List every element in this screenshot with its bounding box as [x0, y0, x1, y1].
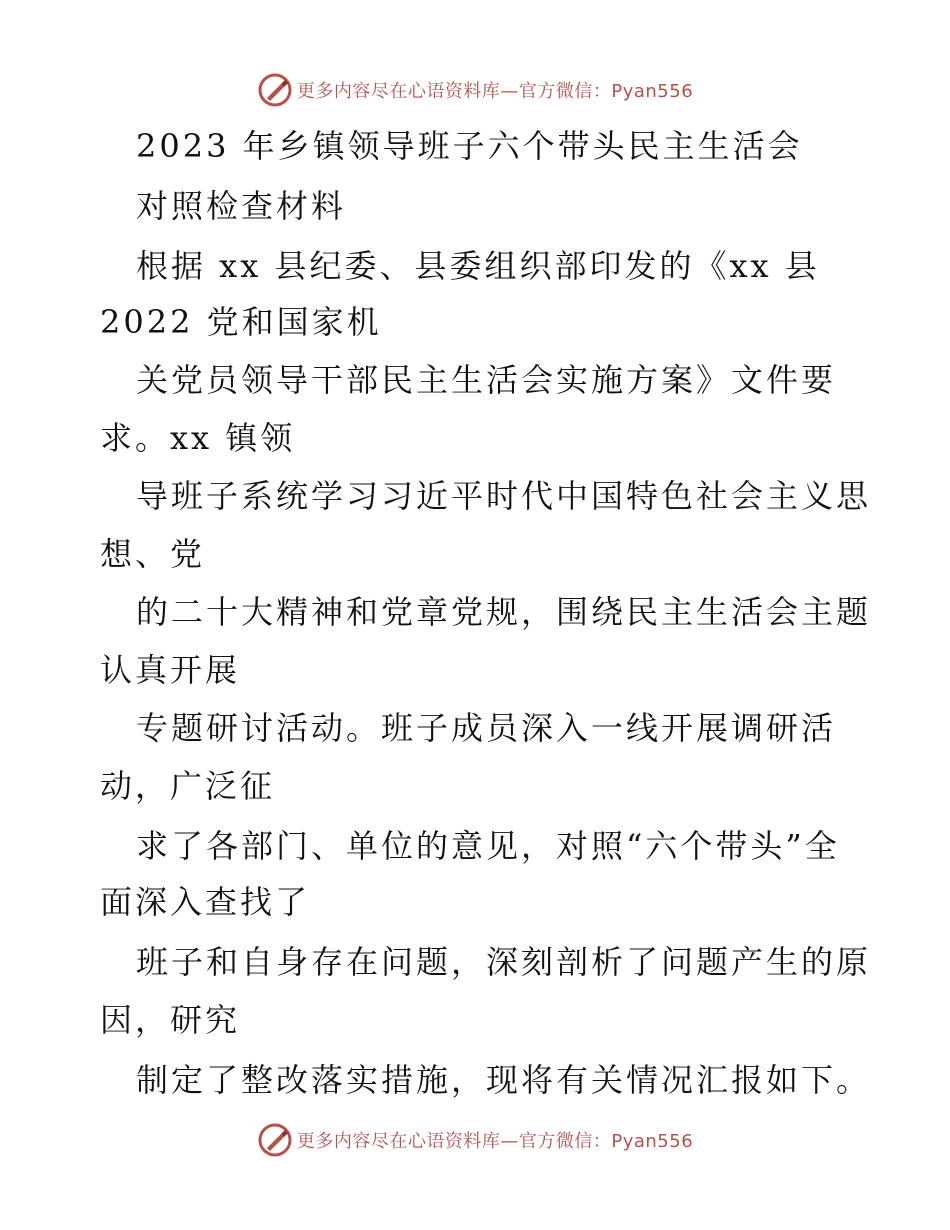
doc-paragraph-line: 面深入查找了	[100, 883, 311, 921]
doc-paragraph-line: 导班子系统学习习近平时代中国特色社会主义思	[136, 477, 872, 515]
doc-paragraph-line: 根据 xx 县纪委、县委组织部印发的《xx 县	[136, 247, 820, 285]
doc-paragraph-line: 因，研究	[100, 1001, 241, 1039]
watermark-banner-bottom	[0, 1120, 950, 1160]
doc-paragraph-line: 求了各部门、单位的意见，对照“六个带头”全	[136, 827, 840, 865]
watermark-banner-top	[0, 70, 950, 110]
doc-title-line-2: 对照检查材料	[136, 187, 347, 225]
watermark-text: 更多内容尽在心语资料库—官方微信：Pyan556	[296, 1131, 694, 1152]
doc-paragraph-line: 班子和自身存在问题，深刻剖析了问题产生的原	[136, 943, 872, 981]
doc-paragraph-line: 动，广泛征	[100, 767, 276, 805]
doc-paragraph-line: 认真开展	[100, 651, 241, 689]
doc-title-line-1: 2023 年乡镇领导班子六个带头民主生活会	[136, 127, 803, 165]
doc-paragraph-line: 想、党	[100, 535, 206, 573]
doc-paragraph-line: 求。xx 镇领	[100, 419, 296, 457]
pen-seal-icon	[257, 1122, 293, 1158]
doc-paragraph-line: 2022 党和国家机	[100, 303, 382, 341]
doc-paragraph-line: 专题研讨活动。班子成员深入一线开展调研活	[136, 709, 837, 747]
doc-paragraph-line: 关党员领导干部民主生活会实施方案》文件要	[136, 361, 837, 399]
watermark-text: 更多内容尽在心语资料库—官方微信：Pyan556	[296, 81, 694, 102]
doc-paragraph-line: 的二十大精神和党章党规，围绕民主生活会主题	[136, 593, 872, 631]
pen-seal-icon	[257, 72, 293, 108]
doc-paragraph-line: 制定了整改落实措施，现将有关情况汇报如下。	[136, 1061, 872, 1099]
